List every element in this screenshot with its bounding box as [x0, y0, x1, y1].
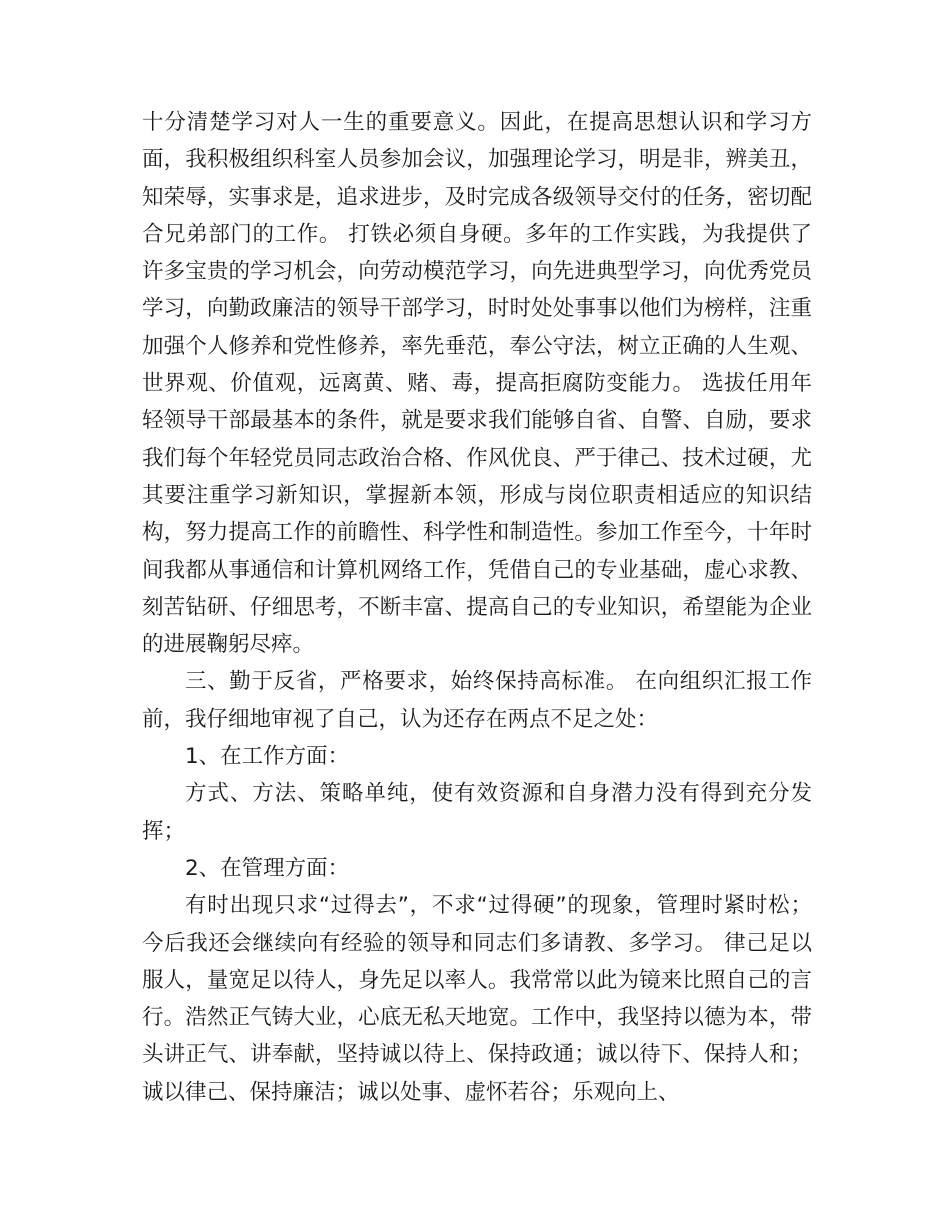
- heading-work-aspect: 1、在工作方面：: [185, 744, 350, 770]
- paragraph-self-reflection: 三、勤于反省，严格要求，始终保持高标准。 在向组织汇报工作前，我仔细地审视了自己，认为还存在两点不足之处：: [142, 669, 812, 732]
- document-body: [142, 104, 812, 1111]
- paragraph-study-and-work: 十分清楚学习对人一生的重要意义。因此，在提高思想认识和学习方面，我积极组织科室人员参加会议，加强理论学习，明是非，辨美丑，知荣辱，实事求是，追求进步，及时完成各级领导交付的任务，密切配合兄弟部门的工作。 打铁必须自身硬。多年的工作实践，为我提供了许多宝贵的学习机会，向劳动模范学习，向先进典型学习，向优秀党员学习，向勤政廉洁的领导干部学习，时时处处事事以他们为榜样，注重加强个人修养和党性修养，率先垂范，奉公守法，树立正确的人生观、世界观、价值观，远离黄、赌、毒，提高拒腐防变能力。 选拔任用年轻领导干部最基本的条件，就是要求我们能够自省、自警、自励，要求我们每个年轻党员同志政治合格、作风优良、严于律己、技术过硬，尤其要注重学习新知识，掌握新本领，形成与岗位职责相适应的知识结构，努力提高工作的前瞻性、科学性和制造性。参加工作至今，十年时间我都从事通信和计算机网络工作，凭借自己的专业基础，虚心求教、刻苦钻研、仔细思考，不断丰富、提高自己的专业知识，希望能为企业的进展鞠躬尽瘁。: [142, 110, 812, 658]
- paragraph-work-shortcoming: 方式、方法、策略单纯，使有效资源和自身潜力没有得到充分发挥；: [142, 781, 812, 844]
- paragraph-management-shortcoming: 有时出现只求“过得去”，不求“过得硬”的现象，管理时紧时松； 今后我还会继续向有经验的领导和同志们多请教、多学习。 律己足以服人，量宽足以待人，身先足以率人。我常常以此为镜来比照自己的言行。浩然正气铸大业，心底无私天地宽。工作中，我坚持以德为本，带头讲正气、讲奉献，坚持诚以待上、保持政通；诚以待下、保持人和；诚以律己、保持廉洁；诚以处事、虚怀若谷；乐观向上、: [142, 893, 812, 1105]
- heading-management-aspect: 2、在管理方面：: [185, 855, 350, 881]
